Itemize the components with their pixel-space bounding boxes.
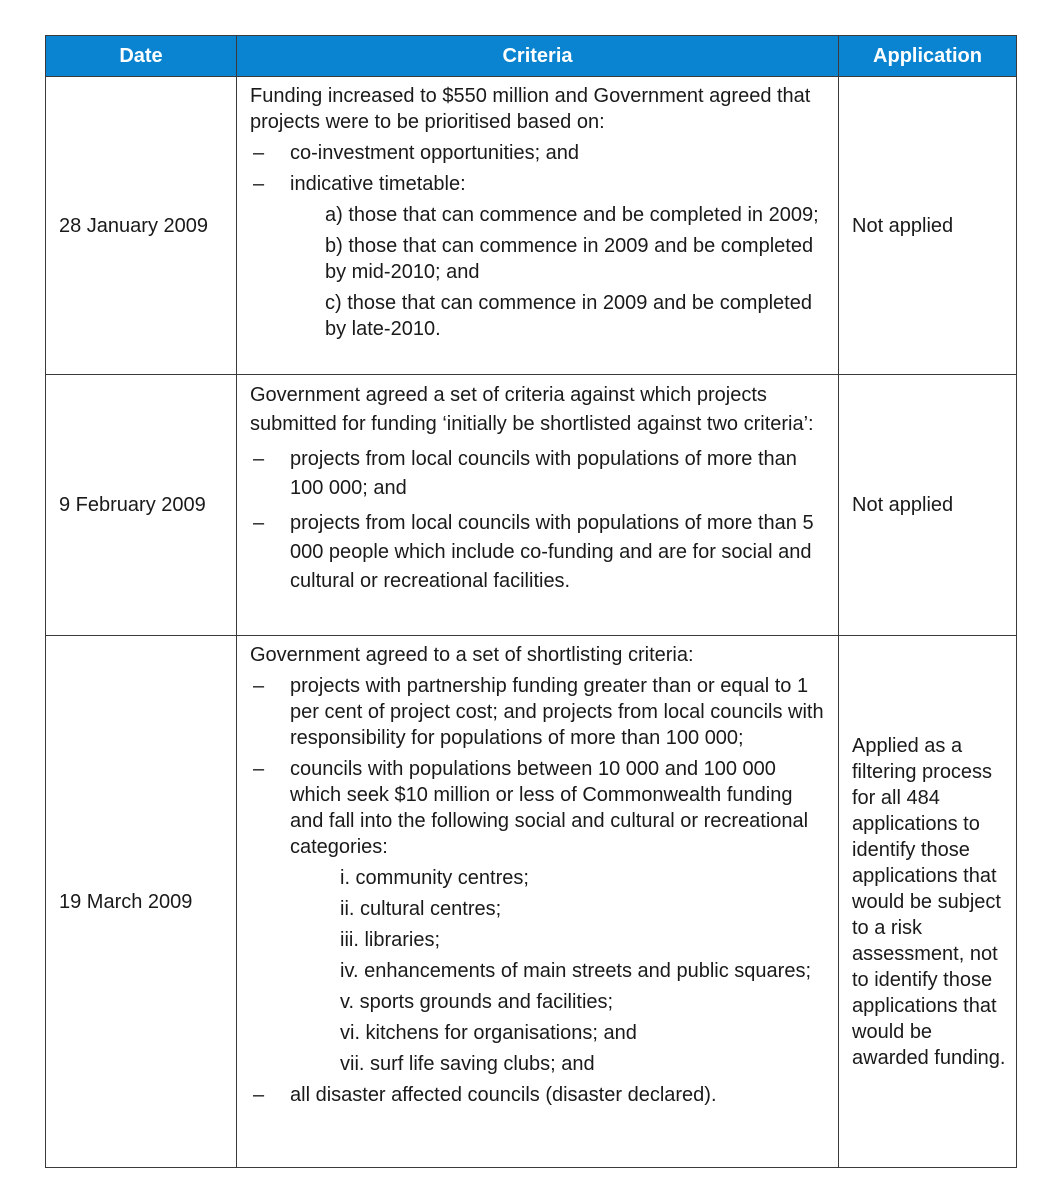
table-row — [46, 375, 1017, 636]
application-cell: Not applied — [839, 77, 1017, 375]
bullet-text: all disaster affected councils (disaster declared). — [290, 1084, 717, 1106]
date-cell: 19 March 2009 — [46, 636, 237, 1168]
sub-item: iii. libraries; — [340, 929, 441, 951]
sub-item: v. sports grounds and facilities; — [340, 991, 614, 1013]
criteria-cell — [237, 375, 839, 636]
date-cell: 28 January 2009 — [46, 77, 237, 375]
sub-item: vii. surf life saving clubs; and — [340, 1053, 595, 1075]
dash-bullet-icon: – — [253, 173, 265, 195]
date-cell: 9 February 2009 — [46, 375, 237, 636]
application-cell: Applied as a filtering process for all 484 applications to identify those applications that would be subject to a risk assessment, not to identify those applications that would be awarded funding. — [839, 636, 1017, 1168]
criteria-table — [45, 35, 1017, 1168]
header-row — [46, 36, 1017, 77]
dash-bullet-icon: – — [253, 142, 265, 164]
dash-bullet-icon: – — [253, 1084, 265, 1106]
dash-bullet-icon: – — [253, 448, 265, 470]
bullet-item — [250, 171, 824, 197]
sub-item: iv. enhancements of main streets and public squares; — [340, 960, 811, 982]
sub-item: c) those that can commence in 2009 and be completed by late-2010. — [325, 292, 812, 340]
table-row — [46, 636, 1017, 1168]
dash-bullet-icon: – — [253, 512, 265, 534]
criteria-intro: Government agreed a set of criteria against which projects submitted for funding ‘initially be shortlisted against two criteria’: — [250, 384, 814, 435]
table-row — [46, 77, 1017, 375]
bullet-item — [250, 140, 824, 166]
bullet-item — [250, 445, 824, 503]
bullet-text: councils with populations between 10 000 and 100 000 which seek $10 million or less of Commonwealth funding and fall into the following social and cultural or recreational categories: — [290, 758, 809, 858]
bullet-text: co-investment opportunities; and — [290, 142, 580, 164]
bullet-text: projects with partnership funding greater than or equal to 1 per cent of project cost; and projects from local councils with responsibility for populations of more than 100 000; — [290, 675, 824, 749]
bullet-text: indicative timetable: — [290, 173, 466, 195]
criteria-cell — [237, 636, 839, 1168]
criteria-cell — [237, 77, 839, 375]
header-application: Application — [839, 36, 1017, 77]
sub-item: ii. cultural centres; — [340, 898, 502, 920]
bullet-item — [250, 673, 824, 751]
bullet-item — [250, 1082, 824, 1108]
criteria-intro: Government agreed to a set of shortlisting criteria: — [250, 644, 694, 666]
dash-bullet-icon: – — [253, 758, 265, 780]
sub-item: a) those that can commence and be completed in 2009; — [325, 204, 819, 226]
sub-item: b) those that can commence in 2009 and be completed by mid-2010; and — [325, 235, 814, 283]
sub-item: i. community centres; — [340, 867, 529, 889]
application-cell: Not applied — [839, 375, 1017, 636]
criteria-intro: Funding increased to $550 million and Government agreed that projects were to be prioritised based on: — [250, 85, 811, 133]
sub-item: vi. kitchens for organisations; and — [340, 1022, 637, 1044]
dash-bullet-icon: – — [253, 675, 265, 697]
bullet-item — [250, 509, 824, 596]
bullet-text: projects from local councils with populations of more than 5 000 people which include co-funding and are for social and cultural or recreational facilities. — [290, 512, 814, 592]
bullet-item — [250, 756, 824, 860]
header-criteria: Criteria — [237, 36, 839, 77]
header-date: Date — [46, 36, 237, 77]
bullet-text: projects from local councils with populations of more than 100 000; and — [290, 448, 797, 499]
